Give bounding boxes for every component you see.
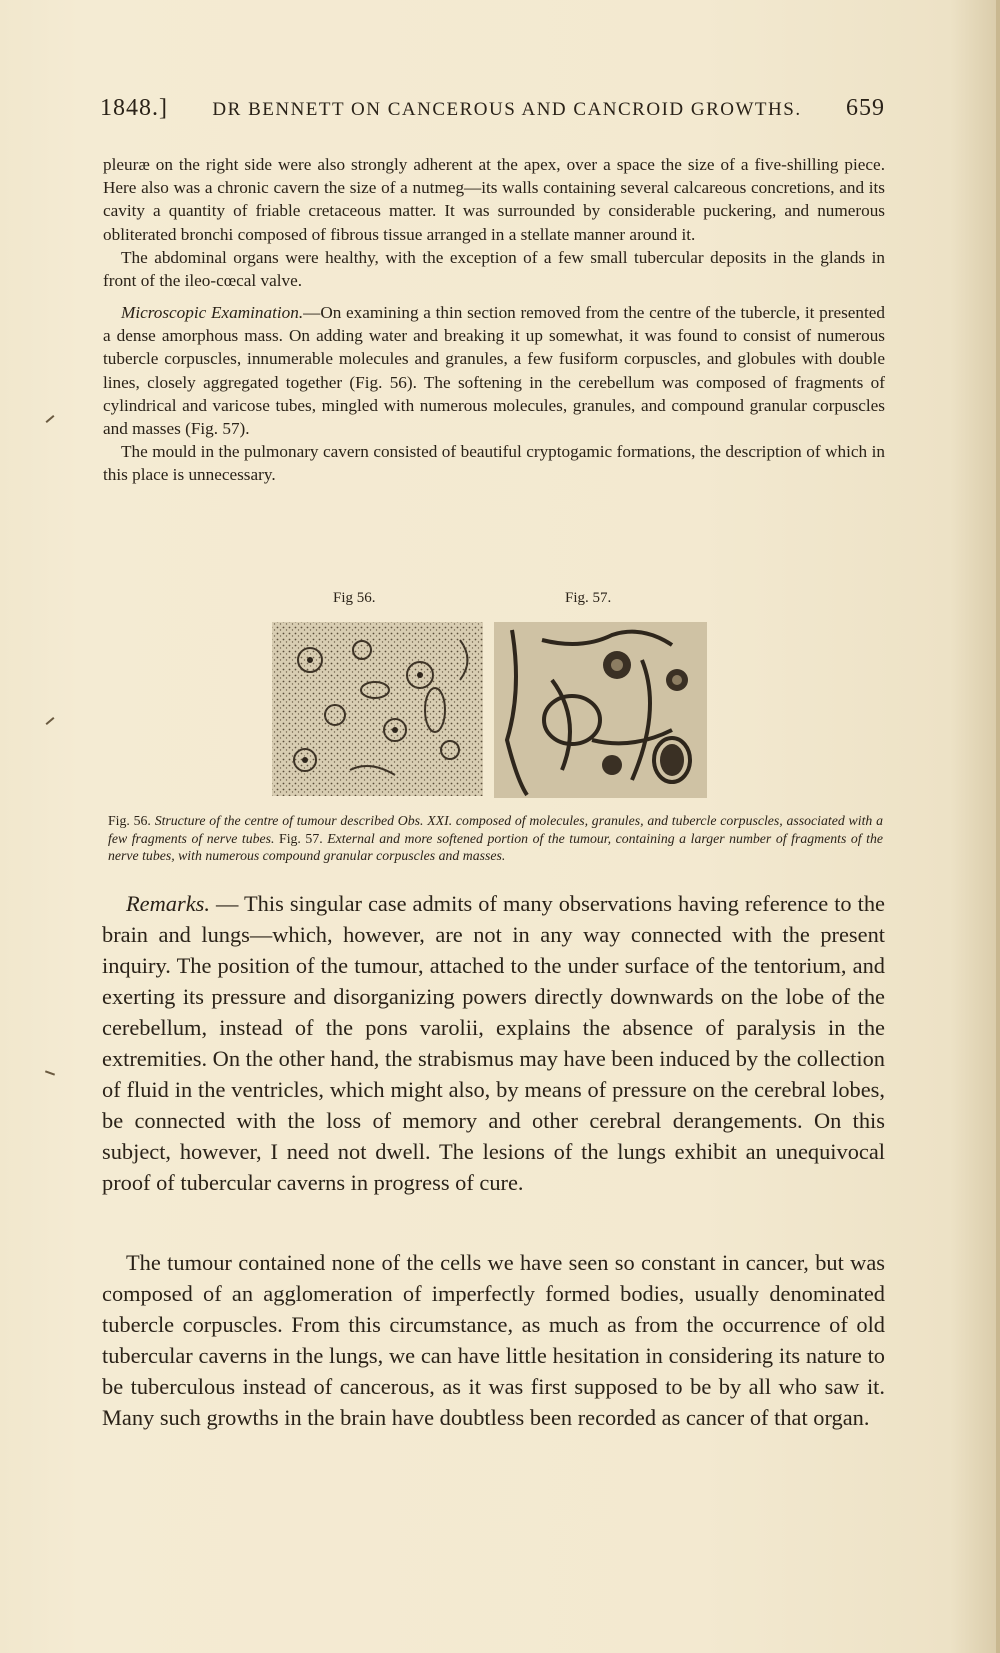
paragraph-microscopic [103, 301, 885, 440]
figure-caption [108, 812, 883, 865]
page-number: 659 [846, 95, 885, 121]
text-block-upper [103, 153, 885, 292]
margin-mark [46, 415, 55, 423]
microscopic-text: —On examining a thin section removed from the centre of the tubercle, it presented a dense amorphous mass. On adding water and breaking it up somewhat, it was found to consist of numerous tubercle corpuscles, innumerable molecules and granules, a few fusiform corpuscles, and globules with double lines, closely aggregated together (Fig. 56). The softening in the cerebellum was composed of fragments of cylindrical and varicose tubes, mingled with numerous molecules, granules, and compound granular corpuscles and masses (Fig. 57). [103, 303, 886, 439]
paragraph-pleurae: pleuræ on the right side were also strongly adherent at the apex, over a space the size of a five-shilling piece. Here also was a chronic cavern the size of a nutmeg—its walls containing several calcareous concretions, and its cavity a quantity of friable cretaceous matter. It was surrounded by considerable puckering, and numerous obliterated bronchi composed of fibrous tissue arranged in a stellate manner around it. [103, 155, 885, 244]
running-header [100, 95, 885, 122]
margin-mark [46, 717, 55, 725]
caption-fig57-ref: Fig. 57. [279, 830, 323, 846]
paragraph-abdominal: The abdominal organs were healthy, with the exception of a few small tubercular deposits in the glands in front of the ileo-cœcal valve. [103, 247, 885, 291]
header-title: DR BENNETT ON CANCEROUS AND CANCROID GROWTHS. [212, 99, 802, 120]
text-block-microscopic [103, 301, 885, 487]
caption-fig56-text: Structure of the centre of tumour described Obs. XXI. composed of molecules, granules, and tubercle corpuscles, associated with a few fragments of nerve tubes. [108, 813, 884, 846]
fig57-label: Fig. 57. [565, 590, 612, 606]
figure-labels [0, 590, 1000, 614]
remarks-heading: Remarks. [126, 891, 210, 916]
paragraph-tumour: The tumour contained none of the cells we have seen so constant in cancer, but was composed of an agglomeration of imperfectly formed bodies, usually denominated tubercle corpuscles. From this circumstance, as much as from the occurrence of old tubercular caverns in the lungs, we can have little hesitation in considering its nature to be tuberculous instead of cancerous, as it was first supposed to be by all who saw it. Many such growths in the brain have doubtless been recorded as cancer of that organ. [102, 1250, 885, 1430]
figure-57-illustration [492, 620, 709, 800]
margin-mark [45, 1070, 55, 1075]
remarks-text: — This singular case admits of many observations having reference to the brain and lungs—which, however, are not in any way connected with the present inquiry. The position of the tumour, attached to the under surface of the tentorium, and exerting its pressure and disorganizing powers directly downwards on the lobe of the cerebellum, instead of the pons varolii, explains the absence of paralysis in the extremities. On the other hand, the strabismus may have been induced by the collection of fluid in the ventricles, which might also, by means of pressure on the cerebral lobes, be connected with the loss of memory and other cerebral derangements. On this subject, however, I need not dwell. The lesions of the lungs exhibit an unequivocal proof of tubercular caverns in progress of cure. [102, 891, 885, 1195]
text-block-tumour [102, 1247, 885, 1433]
paragraph-remarks [102, 888, 885, 1198]
caption-fig56-ref: Fig. 56. [108, 813, 151, 828]
text-block-remarks [102, 888, 885, 1198]
figure-56-illustration [270, 620, 485, 798]
caption-fig57-text: External and more softened portion of the tumour, containing a larger number of fragments of the nerve tubes, with numerous compound granular corpuscles and masses. [108, 830, 883, 863]
paragraph-mould: The mould in the pulmonary cavern consisted of beautiful cryptogamic formations, the description of which in this place is unnecessary. [103, 442, 885, 485]
caption-text [108, 812, 883, 865]
fig56-label: Fig 56. [333, 590, 376, 606]
microscopic-heading: Microscopic Examination. [121, 303, 304, 322]
page-edge [996, 0, 1000, 1653]
header-year: 1848.] [100, 95, 168, 121]
